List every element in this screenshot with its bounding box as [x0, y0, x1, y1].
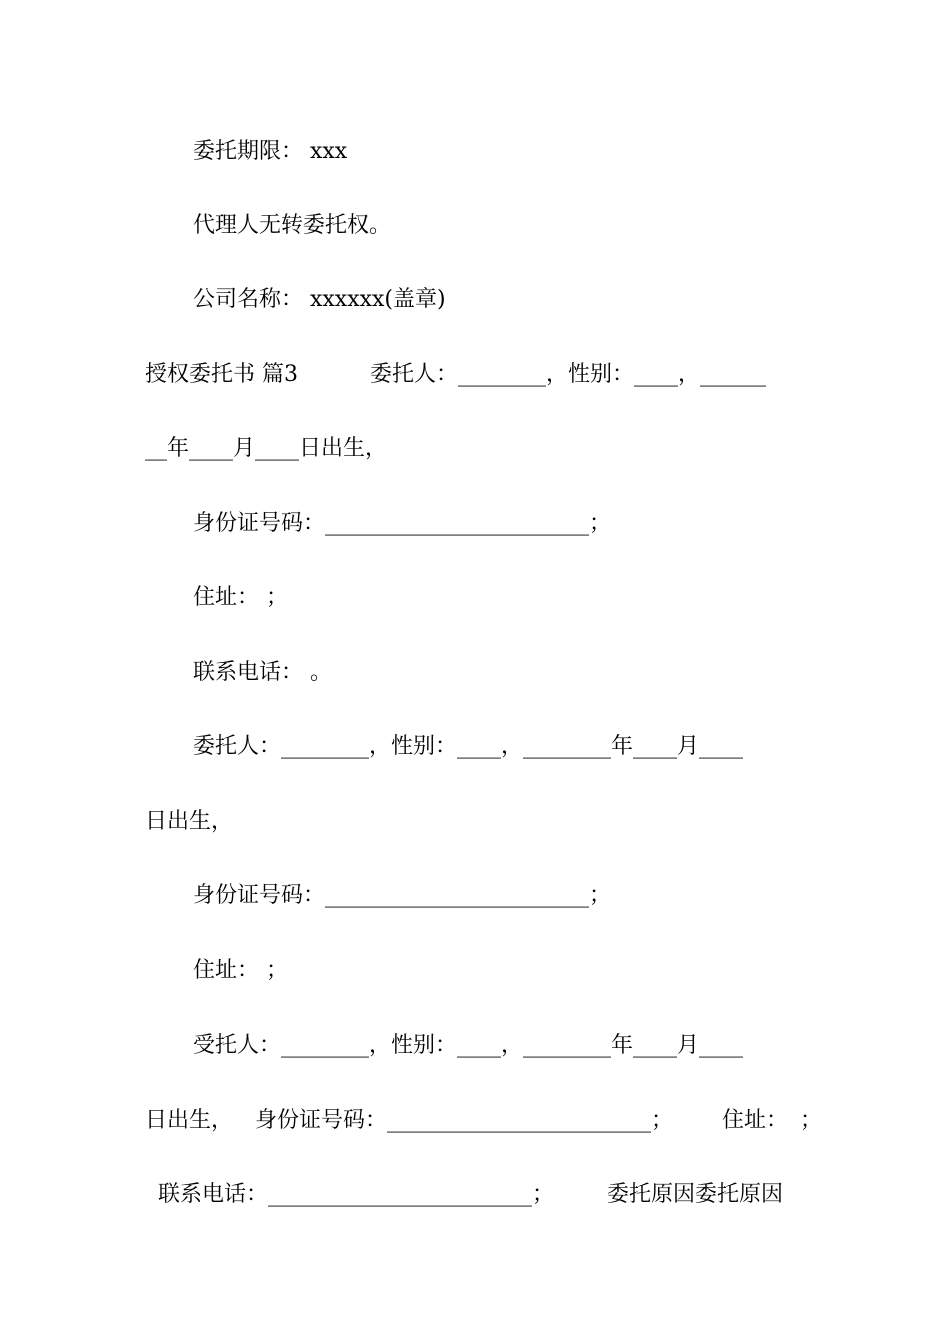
principal-2-id-text: 身份证号码：________________________； [193, 883, 612, 908]
paragraph-principal-1-address [0, 578, 950, 618]
paragraph-principal-2-birth [0, 802, 950, 842]
paragraph-no-sub-delegation [0, 206, 950, 246]
paragraph-agent-birth-id-address [0, 1101, 950, 1141]
agent-name-text: 受托人：________，性别：____，________年____月____ [193, 1033, 744, 1058]
paragraph-principal-2-id [0, 876, 950, 916]
agent-address-end: ； [800, 1108, 823, 1133]
principal-1-address-text: 住址： ； [193, 585, 288, 610]
agent-address-label: 住址： [722, 1108, 789, 1133]
paragraph-section-heading [0, 355, 950, 395]
paragraph-principal-1-birthdate [0, 429, 950, 469]
section-heading: 授权委托书 篇3 [145, 362, 298, 387]
principal-1-birthdate-text: __年____月____日出生， [145, 436, 388, 461]
agent-phone-text: 联系电话：________________________； [158, 1182, 555, 1207]
principal-1-phone-text: 联系电话： 。 [193, 660, 332, 685]
agent-id-text: 身份证号码：________________________； [255, 1108, 674, 1133]
paragraph-principal-1-id [0, 504, 950, 544]
agent-birth-text: 日出生， [145, 1108, 234, 1133]
entrust-term-text: 委托期限： xxx [193, 139, 348, 164]
paragraph-entrust-term [0, 132, 950, 172]
entrust-reason-text: 委托原因委托原因 [607, 1182, 784, 1207]
paragraph-principal-2-address [0, 951, 950, 991]
principal-2-address-text: 住址： ； [193, 958, 288, 983]
paragraph-company-name [0, 280, 950, 320]
principal-1-id-text: 身份证号码：________________________； [193, 511, 612, 536]
paragraph-principal-1-phone [0, 653, 950, 693]
paragraph-agent-name [0, 1026, 950, 1066]
principal-2-name-text: 委托人：________，性别：____，________年____月____ [193, 734, 744, 759]
no-sub-delegation-text: 代理人无转委托权。 [193, 213, 392, 238]
company-name-text: 公司名称： xxxxxx(盖章) [193, 287, 446, 312]
paragraph-principal-2-name [0, 727, 950, 767]
paragraph-agent-phone-reason [0, 1175, 950, 1215]
principal-2-birth-text: 日出生， [145, 809, 234, 834]
principal-1-name-gender: 委托人：________，性别：____，______ [370, 362, 767, 387]
